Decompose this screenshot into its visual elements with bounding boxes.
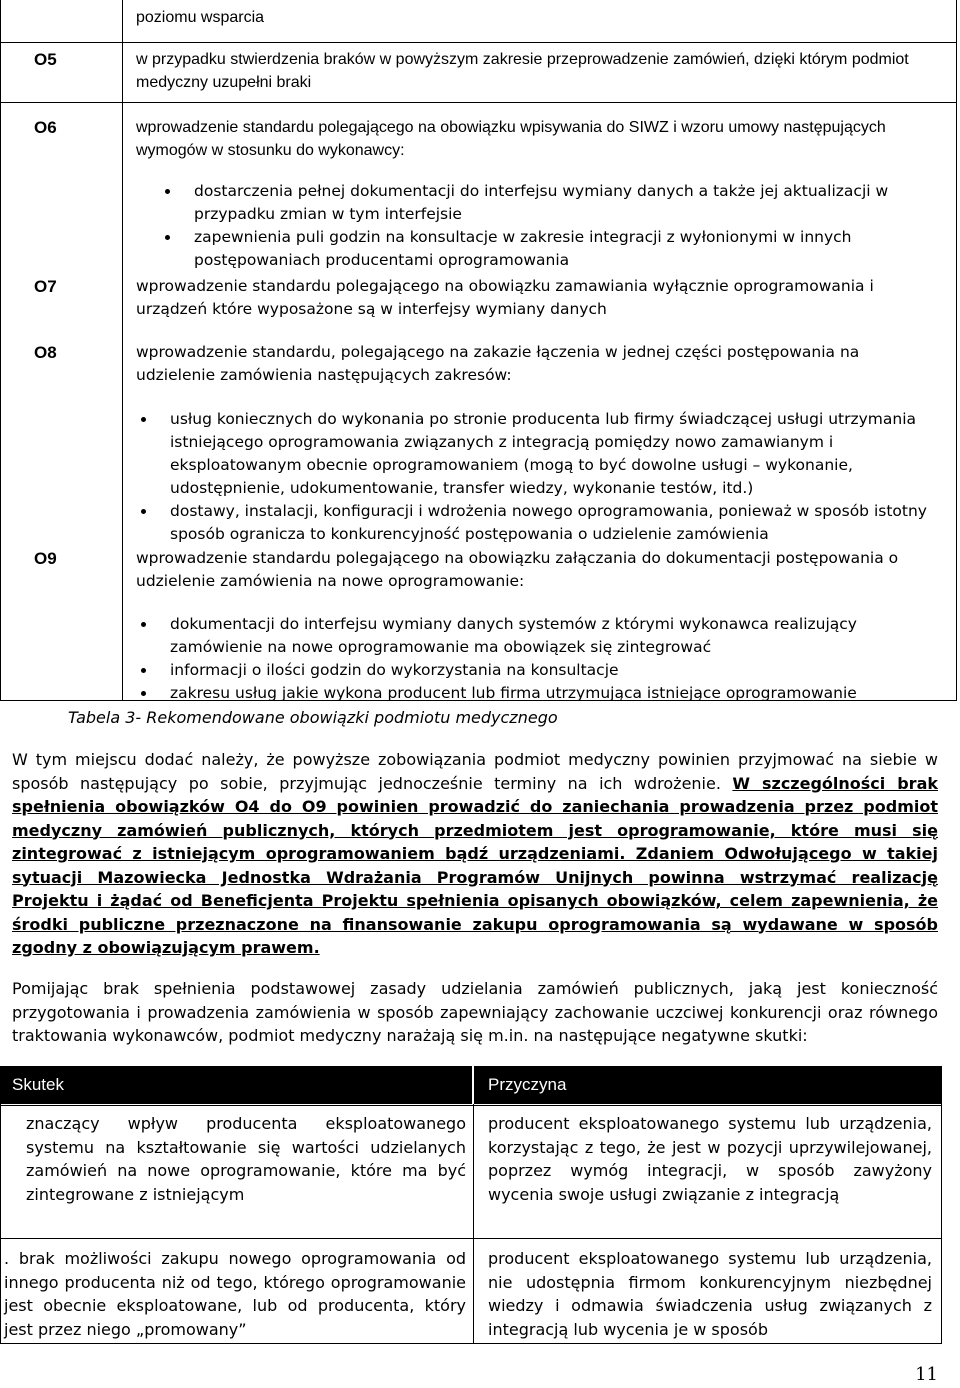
- table-header-cause: [474, 1066, 942, 1104]
- row-o5-text: w przypadku stwierdzenia braków w powyższym zakresie przeprowadzenie zamówień, dzięki którym podmiot medyczny uzupełni braki: [136, 51, 909, 91]
- column-header-cause: Przyczyna: [488, 1075, 567, 1094]
- table-row-separator: [0, 1105, 942, 1106]
- row-o8-text: wprowadzenie standardu, polegającego na zakazie łączenia w jednej części postępowania na udzielenie zamówienia następujących zakresów:: [136, 343, 860, 384]
- page-number: 11: [915, 1364, 938, 1385]
- row-marker: .: [4, 1249, 19, 1268]
- row-o9-bullet-list: [136, 613, 936, 705]
- list-item: dostarczenia pełnej dokumentacji do interfejsu wymiany danych a także jej aktualizacji w przypadku zmian w tym interfejsie: [160, 180, 936, 226]
- table-border-left: [0, 0, 1, 700]
- list-item: zakresu usług jakie wykona producent lub firma utrzymująca istniejące oprogramowanie: [136, 682, 936, 705]
- paragraph-consequences: Pomijając brak spełnienia podstawowej zasady udzielania zamówień publicznych, jaką jest konieczność przygotowania i prowadzenia zamówienia w sposób zapewniający zachowanie uczciwej konkurencji oraz równego traktowania wykonawców, podmiot medyczny narażają się m.in. na następujące negatywne skutki:: [12, 979, 938, 1045]
- list-item: dokumentacji do interfejsu wymiany danych systemów z którymi wykonawca realizujący zamówienie na nowe oprogramowanie ma obowiązek się zintegrować: [136, 613, 936, 659]
- paragraph-obligations: [12, 748, 938, 960]
- row-o8-bullet-list: [136, 408, 936, 546]
- row-code-o8: O8: [34, 343, 57, 362]
- table-border-right: [941, 1104, 942, 1344]
- list-item: dostawy, instalacji, konfiguracji i wdrożenia nowego oprogramowania, ponieważ w sposób istotny sposób ogranicza to konkurencyjność postępowania o udzielenie zamówienia: [136, 500, 936, 546]
- table-border-bottom: [0, 1343, 942, 1344]
- table-border-divider: [122, 0, 123, 700]
- list-item: zapewnienia puli godzin na konsultacje w zakresie integracji z wyłonionymi w innych postępowaniach producentami oprogramowania: [160, 226, 936, 272]
- table-border-right: [956, 0, 957, 700]
- row-o9-text: wprowadzenie standardu polegającego na obowiązku załączania do dokumentacji postępowania o udzielenie zamówienia na nowe oprogramowanie:: [136, 549, 899, 590]
- row-code-o9: O9: [34, 549, 57, 568]
- table-row-separator: [0, 102, 957, 103]
- row-code-o6: O6: [34, 118, 57, 137]
- column-header-effect: Skutek: [12, 1075, 64, 1094]
- list-item: usług koniecznych do wykonania po stronie producenta lub firmy świadczącej usługi utrzymania istniejącego oprogramowania związanych z integracją pomiędzy nowo zamawianym i eksploatowanym obecnie oprogramowaniem (mogą to być dowolne usługi – wykonanie, udostępnienie, udokumentowanie, transfer wiedzy, wykonanie testów, itd.): [136, 408, 936, 500]
- cause-cell: producent eksploatowanego systemu lub urządzenia, korzystając z tego, że jest w pozycji uprzywilejowanej, poprzez wymóg integracji, w sposób zawyżony wycenia swoje usługi związanie z integracją: [488, 1114, 932, 1204]
- row-code-o5: O5: [34, 50, 57, 69]
- table-border-left: [0, 1104, 1, 1344]
- row-code-o7: O7: [34, 277, 57, 296]
- row-o6-bullet-list: [160, 180, 936, 272]
- effect-cell: [4, 1247, 466, 1341]
- table-cell-text: poziomu wsparcia: [136, 9, 265, 26]
- paragraph-bold-underlined-text: W szczególności brak spełnienia obowiązków O4 do O9 powinien prowadzić do zaniechania prowadzenia przez podmiot medyczny zamówień publicznych, których przedmiotem jest oprogramowanie, które musi się zintegrować z istniejącym oprogramowaniem bądź urządzeniami. Zdaniem Odwołującego w takiej sytuacji Mazowiecka Jednostka Wdrażania Programów Unijnych powinna wstrzymać realizację Projektu i żądać od Beneficjenta Projektu spełnienia opisanych obowiązków, celem zapewnienia, że środki publiczne przeznaczone na finansowanie zakupu oprogramowania są wydawane w sposób zgodny z obowiązującym prawem.: [12, 773, 938, 957]
- table-border-divider: [473, 1104, 474, 1344]
- effect-text: brak możliwości zakupu nowego oprogramowania od innego producenta niż od tego, którego oprogramowanie jest obecnie eksploatowane, lub od producenta, który jest przez niego „promowany”: [4, 1249, 467, 1339]
- list-item: informacji o ilości godzin do wykorzystania na konsultacje: [136, 659, 936, 682]
- table-row-separator: [0, 42, 957, 43]
- cause-cell: producent eksploatowanego systemu lub urządzenia, nie udostępnia firmom konkurencyjnym niezbędnej wiedzy i odmawia świadczenia usług związanych z integracją lub wycenia je w sposób: [488, 1249, 932, 1339]
- paragraph-plain-text: W tym miejscu dodać należy, że powyższe zobowiązania podmiot medyczny powinien przyjmować na siebie w sposób następujący po sobie, przyjmując jednocześnie terminy na ich wdrożenie.: [12, 750, 938, 793]
- table-row-separator: [0, 1238, 942, 1239]
- table-caption: Tabela 3- Rekomendowane obowiązki podmiotu medycznego: [68, 708, 558, 727]
- effect-cell: znaczący wpływ producenta eksploatowanego systemu na kształtowanie się wartości udzielanych zamówień na nowe oprogramowanie, które ma być zintegrowane z istniejącym: [26, 1114, 466, 1204]
- row-o6-text: wprowadzenie standardu polegającego na obowiązku wpisywania do SIWZ i wzoru umowy następujących wymogów w stosunku do wykonawcy:: [136, 119, 886, 159]
- row-o7-text: wprowadzenie standardu polegającego na obowiązku zamawiania wyłącznie oprogramowania i urządzeń które wyposażone są w interfejsy wymiany danych: [136, 277, 874, 318]
- table-header-effect: [0, 1066, 472, 1104]
